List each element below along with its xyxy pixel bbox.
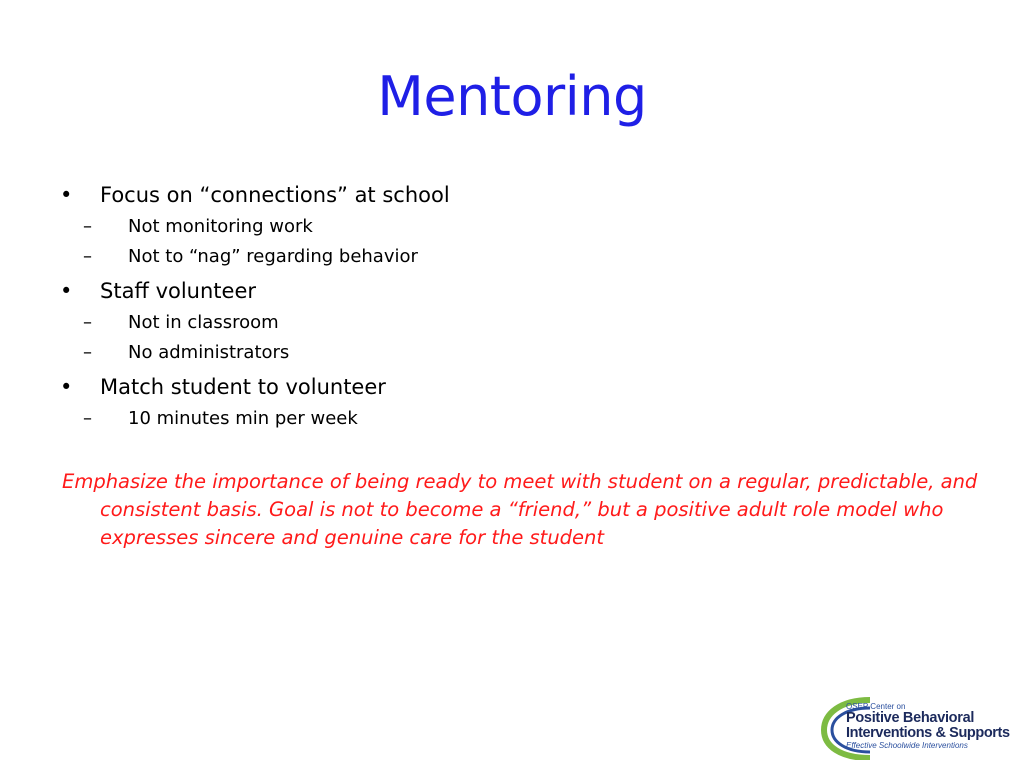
sub-bullet-item [83, 404, 956, 434]
sub-bullet-text: Not to “nag” regarding behavior [128, 246, 418, 267]
bullet-icon: • [60, 375, 73, 399]
logo-line-effective: Effective Schoolwide Interventions [846, 741, 968, 750]
sub-bullet-item [83, 338, 956, 368]
dash-icon: – [83, 216, 92, 237]
logo-line-interventions: Interventions & Supports [846, 725, 1010, 741]
logo-line-positive: Positive Behavioral [846, 710, 975, 726]
dash-icon: – [83, 246, 92, 267]
bullet-text: Focus on “connections” at school [100, 183, 450, 207]
sub-bullet-text: No administrators [128, 342, 290, 363]
bullet-item [56, 178, 956, 212]
bullet-list [56, 178, 956, 436]
sub-bullet-item [83, 242, 956, 272]
bullet-item [56, 274, 956, 308]
logo-text [846, 702, 1020, 750]
dash-icon: – [83, 342, 92, 363]
sub-bullet-list [56, 404, 956, 434]
bullet-text: Match student to volunteer [100, 375, 386, 399]
bullet-icon: • [60, 183, 73, 207]
dash-icon: – [83, 312, 92, 333]
emphasis-note: Emphasize the importance of being ready to meet with student on a regular, predictable, and consistent basis. Goal is not to become a “friend,” but a positive adult role model who expresses sincere and genuine care for the student [62, 470, 978, 549]
sub-bullet-text: Not in classroom [128, 312, 279, 333]
pbis-logo [820, 696, 1020, 760]
bullet-icon: • [60, 279, 73, 303]
bullet-text: Staff volunteer [100, 279, 257, 303]
sub-bullet-item [83, 212, 956, 242]
sub-bullet-list [56, 308, 956, 368]
bullet-item [56, 370, 956, 404]
sub-bullet-list [56, 212, 956, 272]
slide-title: Mentoring [377, 65, 647, 128]
sub-bullet-text: Not monitoring work [128, 216, 313, 237]
sub-bullet-text: 10 minutes min per week [128, 408, 358, 429]
dash-icon: – [83, 408, 92, 429]
logo-line-osep: OSEP Center on [846, 702, 906, 711]
sub-bullet-item [83, 308, 956, 338]
